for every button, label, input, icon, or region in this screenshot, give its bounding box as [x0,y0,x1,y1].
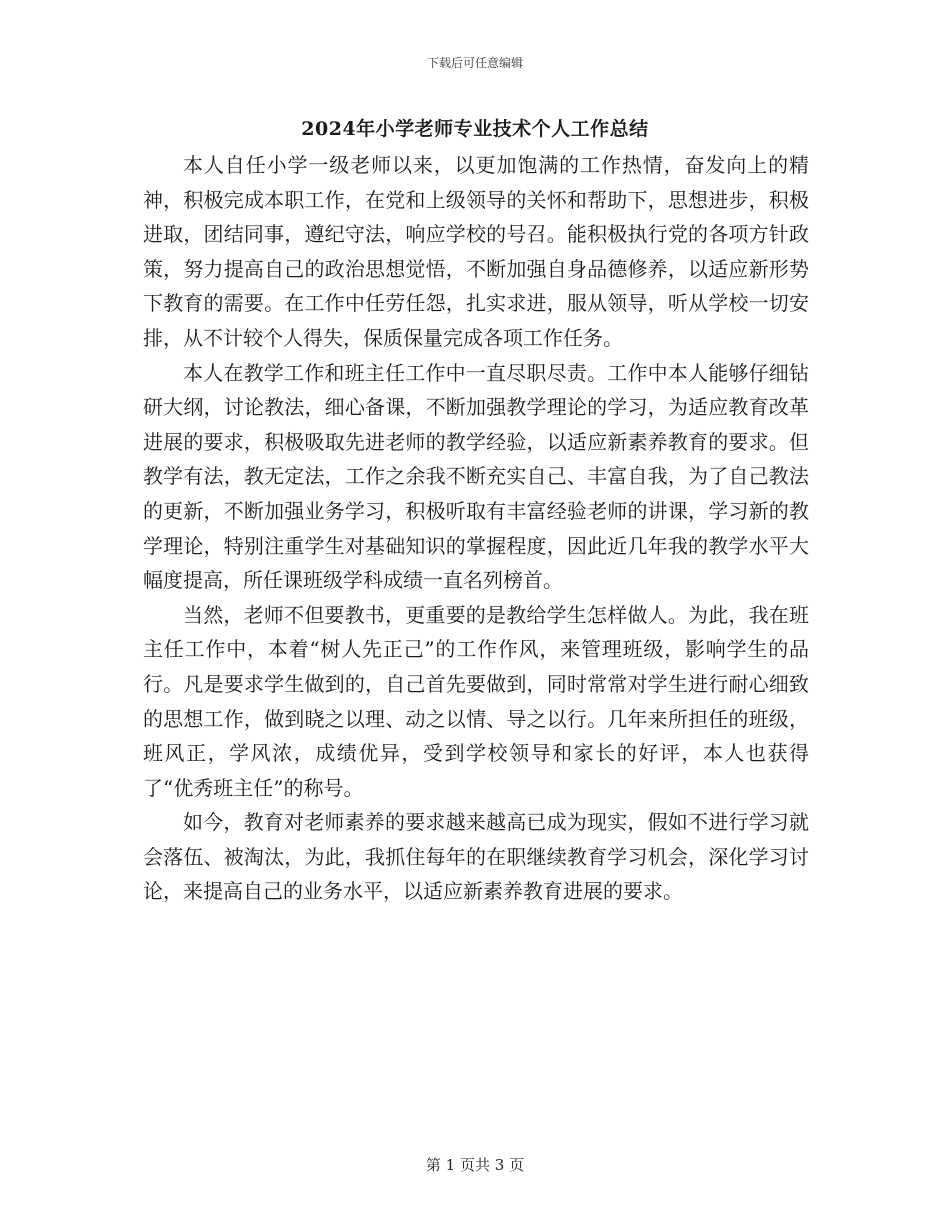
paragraph-4: 如今，教育对老师素养的要求越来越高已成为现实，假如不进行学习就会落伍、被淘汰，为此，我抓住每年的在职继续教育学习机会，深化学习讨论，来提高自己的业务水平，以适应新素养教育进展的要求。 [143,810,809,904]
page-number: 第 1 页共 3 页 [425,1156,525,1174]
paragraph-3: 当然，老师不但要教书，更重要的是教给学生怎样做人。为此，我在班主任工作中，本着“树人先正己”的工作作风，来管理班级，影响学生的品行。凡是要求学生做到的，自己首先要做到，同时常常对学生进行耐心细致的思想工作，做到晓之以理、动之以情、导之以行。几年来所担任的班级，班风正，学风浓，成绩优异，受到学校领导和家长的好评，本人也获得了“优秀班主任”的称号。 [143,602,809,800]
document-title: 2024年小学老师专业技术个人工作总结 [301,118,649,140]
paragraph-1: 本人自任小学一级老师以来，以更加饱满的工作热情，奋发向上的精神，积极完成本职工作，在党和上级领导的关怀和帮助下，思想进步，积极进取，团结同事，遵纪守法，响应学校的号召。能积极执行党的各项方针政策，努力提高自己的政治思想觉悟，不断加强自身品德修养，以适应新形势下教育的需要。在工作中任劳任怨，扎实求进，服从领导，听从学校一切安排，从不计较个人得失，保质保量完成各项工作任务。 [143,153,809,350]
document-body [143,148,809,909]
header-note: 下载后可任意编辑 [426,56,523,70]
paragraph-2: 本人在教学工作和班主任工作中一直尽职尽责。工作中本人能够仔细钻研大纲，讨论教法，细心备课，不断加强教学理论的学习，为适应教育改革进展的要求，积极吸取先进老师的教学经验，以适应新素养教育的要求。但教学有法，教无定法，工作之余我不断充实自己、丰富自我，为了自己教法的更新，不断加强业务学习，积极听取有丰富经验老师的讲课，学习新的教学理论，特别注重学生对基础知识的掌握程度，因此近几年我的教学水平大幅度提高，所任课班级学科成绩一直名列榜首。 [143,360,809,593]
